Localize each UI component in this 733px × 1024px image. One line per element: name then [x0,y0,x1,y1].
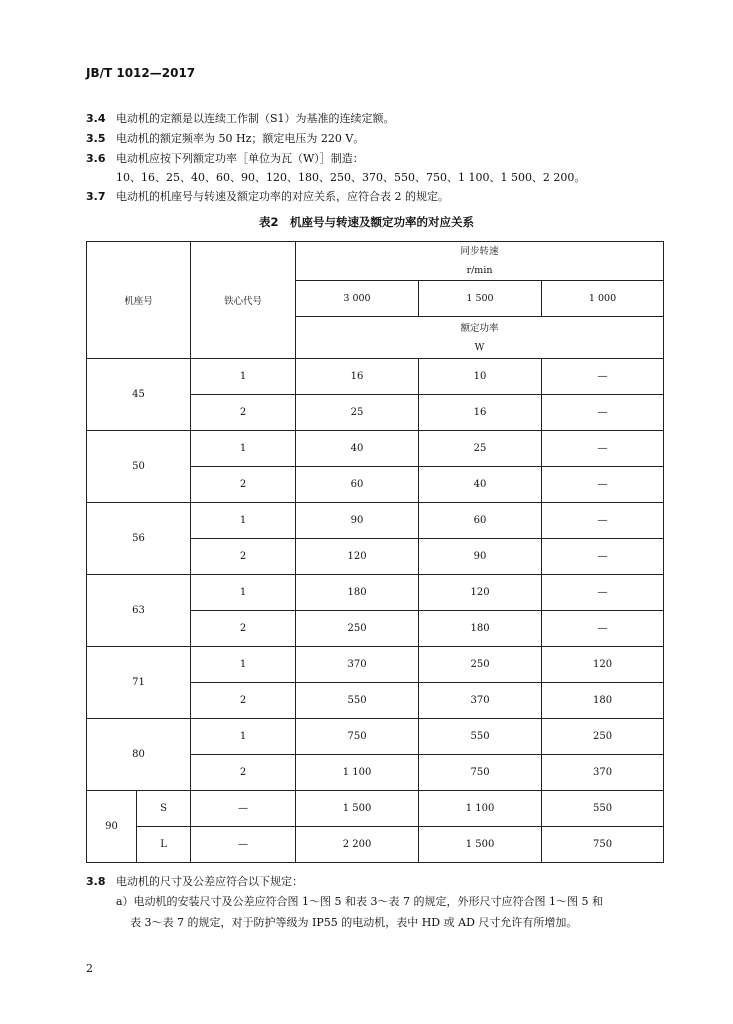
clause-text: 电动机的额定频率为 50 Hz；额定电压为 220 V。 [116,132,365,145]
power-cell: 370 [296,647,419,683]
speed-1000: 1 000 [542,281,664,317]
frame-cell: 71 [87,647,191,719]
table-row [87,503,664,539]
core-cell: 1 [191,503,296,539]
speed-3000: 3 000 [296,281,419,317]
clause-3-5 [86,130,364,146]
frame-cell: 56 [87,503,191,575]
speed-header [296,242,664,281]
table-row [87,359,664,395]
table-row [87,647,664,683]
speed-unit: r/min [466,265,493,276]
power-cell: 25 [296,395,419,431]
table-row [87,791,664,827]
power-cell: 40 [296,431,419,467]
page-number: 2 [86,962,93,975]
power-list [116,169,585,185]
core-cell: — [191,827,296,863]
power-cell: — [542,575,664,611]
power-cell: — [542,359,664,395]
power-cell: 1 500 [296,791,419,827]
core-cell: 2 [191,467,296,503]
power-cell: 16 [296,359,419,395]
frame-header: 机座号 [87,242,191,359]
power-cell: 120 [419,575,542,611]
table-caption: 表2 机座号与转速及额定功率的对应关系 [259,215,474,229]
frame-sub-cell: L [137,827,191,863]
power-cell: 120 [296,539,419,575]
power-cell: — [542,431,664,467]
power-cell: 180 [419,611,542,647]
power-cell: 250 [542,719,664,755]
power-cell: 750 [296,719,419,755]
power-cell: — [542,611,664,647]
power-cell: — [542,539,664,575]
power-header [296,317,664,359]
speed-1500: 1 500 [419,281,542,317]
doc-header: JB/T 1012—2017 [86,66,196,80]
clause-3-8 [86,873,303,889]
power-cell: 750 [542,827,664,863]
power-cell: 250 [296,611,419,647]
table-row [87,827,664,863]
power-cell: 2 200 [296,827,419,863]
core-cell: — [191,791,296,827]
clause-number: 3.8 [86,875,106,888]
power-cell: 16 [419,395,542,431]
item-a-line-2: 表 3～表 7 的规定，对于防护等级为 IP55 的电动机，表中 HD 或 AD 尺寸允许有所增加。 [130,916,578,929]
clause-text: 电动机的尺寸及公差应符合以下规定： [116,875,303,888]
power-cell: 550 [296,683,419,719]
power-cell: 25 [419,431,542,467]
core-cell: 1 [191,431,296,467]
clause-3-4 [86,110,395,126]
power-cell: 1 100 [296,755,419,791]
power-cell: 10 [419,359,542,395]
core-cell: 2 [191,395,296,431]
power-cell: 550 [419,719,542,755]
power-label: 额定功率 [460,322,499,334]
power-cell: 60 [419,503,542,539]
clause-text: 10、16、25、40、60、90、120、180、250、370、550、750、1 100、1 500、2 200。 [116,171,586,184]
core-cell: 2 [191,755,296,791]
power-cell: 370 [419,683,542,719]
core-cell: 1 [191,575,296,611]
power-cell: — [542,467,664,503]
core-cell: 2 [191,683,296,719]
power-cell: 180 [542,683,664,719]
frame-cell: 80 [87,719,191,791]
table-row [87,719,664,755]
frame-cell: 45 [87,359,191,431]
clause-3-7 [86,188,449,204]
table-row [87,575,664,611]
clause-3-6 [86,150,364,166]
core-cell: 1 [191,359,296,395]
power-cell: — [542,503,664,539]
power-cell: 60 [296,467,419,503]
speed-label: 同步转速 [460,246,499,257]
power-cell: 250 [419,647,542,683]
core-cell: 1 [191,719,296,755]
power-cell: 370 [542,755,664,791]
table-row [87,431,664,467]
clause-number: 3.7 [86,190,106,203]
power-cell: — [542,395,664,431]
clause-text: 电动机应按下列额定功率［单位为瓦（W）］制造： [116,152,364,165]
frame-cell: 63 [87,575,191,647]
core-cell: 1 [191,647,296,683]
clause-number: 3.5 [86,132,106,145]
frame-cell: 50 [87,431,191,503]
core-header: 铁心代号 [191,242,296,359]
clause-number: 3.4 [86,112,106,125]
power-table [86,241,664,863]
clause-text: 电动机的定额是以连续工作制（S1）为基准的连续定额。 [116,112,395,125]
clause-text: 电动机的机座号与转速及额定功率的对应关系，应符合表 2 的规定。 [116,190,449,203]
frame-cell: 90 [87,791,137,863]
power-cell: 1 500 [419,827,542,863]
core-cell: 2 [191,539,296,575]
clause-number: 3.6 [86,152,106,165]
power-cell: 90 [419,539,542,575]
power-cell: 750 [419,755,542,791]
power-cell: 40 [419,467,542,503]
frame-sub-cell: S [137,791,191,827]
power-cell: 120 [542,647,664,683]
power-cell: 1 100 [419,791,542,827]
power-cell: 550 [542,791,664,827]
core-cell: 2 [191,611,296,647]
power-unit: W [474,341,485,353]
power-cell: 180 [296,575,419,611]
power-cell: 90 [296,503,419,539]
item-a-line-1: a）电动机的安装尺寸及公差应符合图 1～图 5 和表 3～表 7 的规定，外形尺寸应符合图 1～图 5 和 [116,895,604,908]
